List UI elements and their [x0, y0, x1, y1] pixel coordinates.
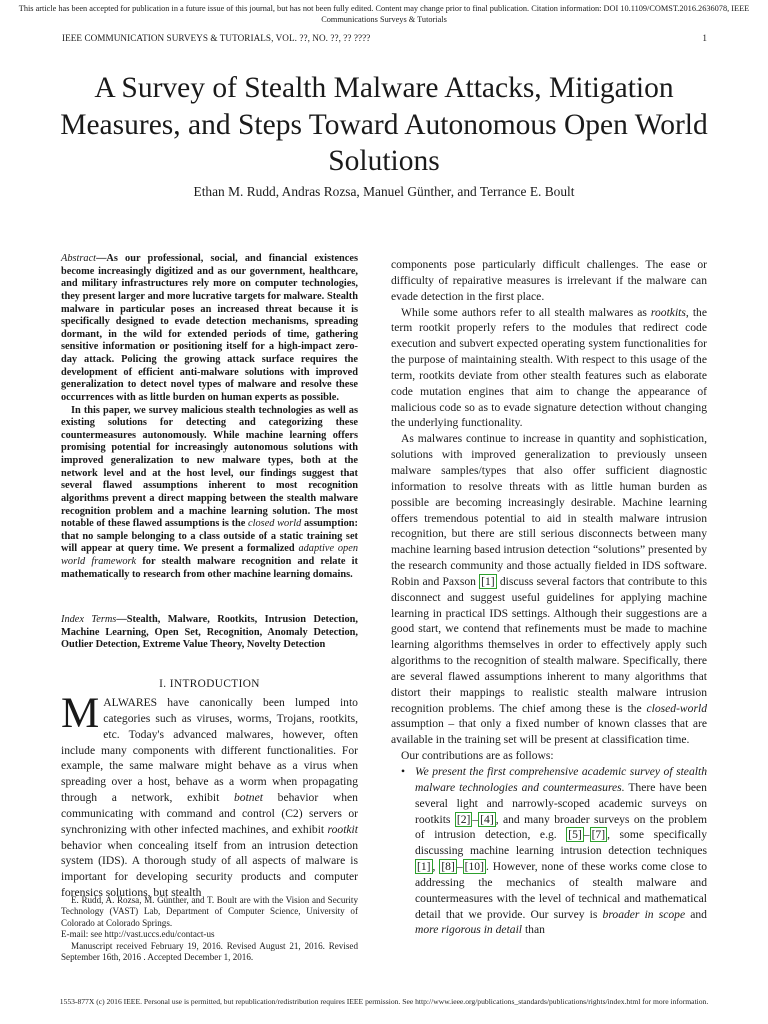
- notice-line-2: Communications Surveys & Tutorials: [321, 15, 447, 24]
- framework-term: adaptive open world framework: [61, 543, 358, 567]
- paper-title: A Survey of Stealth Malware Attacks, Mitigation Measures, and Steps Toward Autonomous Open World Solutions: [60, 72, 708, 177]
- citation-link[interactable]: [1]: [417, 860, 431, 874]
- rootkits-term: rootkits: [650, 305, 686, 319]
- intro-lead-word: ALWARES: [103, 696, 158, 709]
- right-paragraph-1: components pose particularly difficult challenges. The ease or difficulty of repairative measures is irrelevant if the malware can evade detection in the first place.: [391, 258, 707, 303]
- index-terms-label: Index Terms: [61, 614, 117, 625]
- right-paragraph-2: [391, 305, 707, 432]
- closed-world-term: closed world: [248, 518, 302, 530]
- right-text-3a: As malwares continue to increase in quantity and sophistication, solutions with improved generalization to previously unseen malware samples/types that also offer sufficient diagnostic information to resolve threats with as little human burden as possible are becoming increasingly desirable. Machine learning offers tremendous potential to aid in stealth malware intrusion recognition, but there are still serious disconnects between many machine learning based intrusion detection “solutions” presented by the research community and those actually fielded in IDS software. Robin and Paxson: [391, 432, 707, 588]
- conjunction: and: [690, 907, 707, 921]
- index-terms-text: —Stealth, Malware, Rootkits, Intrusion Detection, Machine Learning, Open Set, Recognition, Anomaly Detection, Outlier Detection, Extreme Value Theory, Novelty Detection: [61, 614, 358, 651]
- contribution-text-d: . However, none of these works come close to addressing the mechanics of stealth malware and countermeasures with the level of technical and mathematical detail that we provide. Our survey is: [415, 860, 708, 921]
- rootkit-term: rootkit: [327, 822, 358, 836]
- right-column: [391, 257, 707, 938]
- abstract-text-2b: assumption: that no sample belonging to a class outside of a static training set will appear at query time. We present a formalized: [61, 518, 358, 555]
- intro-text-2: behavior when communicating with command and control (C2) servers or synchronizing with other infected machines, and exhibit: [61, 791, 358, 836]
- abstract: [61, 253, 358, 581]
- introduction-text: [61, 690, 358, 901]
- range-dash: –: [583, 828, 590, 842]
- publication-notice: [0, 3, 768, 25]
- intro-text-1: have canonically been lumped into categories such as viruses, worms, Trojans, rootkits, etc. Today's advanced malwares, however, often include many components with different functionalities. For example, the same malware might behave as a virus when spreading over a host, behave as a worm when propagating through a network, exhibit: [61, 696, 358, 805]
- right-text-2b: , the term rootkit properly refers to the modules that redirect code execution and subvert expected operating system functionalities for the purpose of maintaining stealth. With respect to this usage of the term, rootkits deviate from other stealth features such as elaborate code mutation engines that aim to change the appearance of malicious code so as to evade signature detection without changing the underlying functionality.: [391, 305, 707, 430]
- list-item: [391, 764, 707, 938]
- notice-line-1: This article has been accepted for publication in a future issue of this journal, but has not been fully edited. Content may change prior to final publication. Citation information: DOI 10.1109/COMST.2016.2636078, IEEE: [18, 4, 750, 13]
- citation-link[interactable]: [4]: [480, 812, 494, 826]
- footnote-affiliation: E. Rudd, A. Rozsa, M. Günther, and T. Boult are with the Vision and Security Technology (VAST) Lab, Department of Computer Science, University of Colorado at Colorado Springs.: [61, 895, 358, 928]
- citation-link[interactable]: [5]: [568, 828, 582, 842]
- copyright-notice: 1553-877X (c) 2016 IEEE. Personal use is permitted, but republication/redistribution requires IEEE permission. See http://www.ieee.org/publications_standards/publications/rights/index.html for more information.: [59, 997, 709, 1006]
- range-dash: –: [456, 860, 463, 874]
- running-head: [62, 33, 707, 43]
- footnote-email: E-mail: see http://vast.uccs.edu/contact-us: [61, 929, 215, 940]
- drop-cap: M: [61, 690, 100, 737]
- intro-text-3: behavior when concealing itself from an intrusion detection system (IDS). A thorough study of all aspects of malware is important for developing security products and computer forensics solutions, but stealth: [61, 838, 358, 900]
- contribution-text-c: , some specifically discussing machine learning intrusion detection techniques: [415, 828, 707, 858]
- right-paragraph-3: [391, 431, 707, 748]
- footnote: [61, 895, 358, 963]
- section-heading-introduction: I. INTRODUCTION: [159, 678, 260, 690]
- abstract-paragraph-1: [61, 253, 358, 405]
- citation-link[interactable]: [1]: [481, 574, 495, 588]
- separator: ,: [432, 860, 436, 874]
- bullet-icon: •: [401, 765, 406, 778]
- contribution-text-a: There have been several light and narrowly-scoped academic surveys on rootkits: [415, 780, 707, 826]
- contribution-highlight: We present the first comprehensive academic survey of stealth malware technologies and countermeasures.: [415, 765, 707, 794]
- contribution-text-b: , and many broader surveys on the problem of intrusion detection, e.g.: [415, 812, 707, 842]
- trailing-word: than: [524, 923, 545, 937]
- broader-scope-term: broader in scope: [602, 907, 686, 921]
- journal-name: IEEE COMMUNICATION SURVEYS & TUTORIALS, VOL. ??, NO. ??, ?? ????: [62, 33, 371, 43]
- citation-link[interactable]: [2]: [456, 812, 471, 826]
- citation-link[interactable]: [7]: [591, 828, 606, 842]
- range-dash: –: [472, 812, 479, 826]
- page-number: 1: [702, 33, 707, 43]
- right-text-2a: While some authors refer to all stealth malwares as: [401, 305, 647, 319]
- contributions-list: [391, 764, 707, 938]
- citation-link[interactable]: [8]: [441, 860, 455, 874]
- abstract-text-1: —As our professional, social, and financial existences become increasingly digitized and as our government, healthcare, and military infrastructures rely more on computer technologies, they present larger and more lucrative targets for malware. Stealth malware in particular poses an increased threat because it is specifically designed to evade detection mechanisms, spreading dormant, in the wild for extended periods of time, gathering sensitive information or positioning itself for a high-impact zero-day attack. Policing the growing attack surface requires the development of efficient anti-malware solutions with improved generalization to detect novel types of malware and resolve these occurrences with as little burden on human experts as possible.: [61, 253, 358, 403]
- closed-world-term-right: closed-world: [646, 701, 707, 715]
- right-text-3b: discuss several factors that contribute to this disconnect and suggest useful guidelines for applying machine learning in practical IDS settings. Although their suggestions are a good start, we contend that refinements must be made to machine learning algorithms themselves in order to effectively apply such algorithms to the recognition of stealth malware. Specifically, there are several flawed assumptions inherent to many algorithms that distort their mappings to realistic stealth malware intrusion recognition problems. The chief among these is the: [391, 574, 707, 715]
- botnet-term: botnet: [233, 791, 263, 805]
- index-terms: [61, 614, 358, 652]
- footnote-manuscript: Manuscript received February 19, 2016. Revised August 21, 2016. Revised September 16th, 2016 . Accepted December 1, 2016.: [61, 940, 358, 963]
- abstract-paragraph-2: [61, 405, 358, 582]
- abstract-text-2c: for stealth malware recognition and relate it mathematically to research from other machine learning domains.: [61, 556, 358, 580]
- citation-link[interactable]: [10]: [464, 860, 484, 874]
- author-list: Ethan M. Rudd, Andras Rozsa, Manuel Günther, and Terrance E. Boult: [193, 184, 575, 199]
- rigorous-term: more rigorous in detail: [415, 923, 523, 937]
- right-text-3c: assumption – that only a fixed number of known classes that are available in the training set will be present at classification time.: [391, 717, 707, 747]
- contributions-intro: Our contributions are as follows:: [401, 749, 554, 763]
- abstract-label: Abstract: [61, 253, 97, 264]
- abstract-text-2a: In this paper, we survey malicious stealth technologies as well as existing solutions for detecting and categorizing these countermeasures autonomously. While machine learning offers promising potential for increasingly autonomous solutions with improved generalization to new malware types, both at the network level and at the host level, our findings suggest that several flawed assumptions inherent to most recognition algorithms prevent a direct mapping between the stealth malware recognition problem and a machine learning solution. The most notable of these flawed assumptions is the: [61, 404, 358, 530]
